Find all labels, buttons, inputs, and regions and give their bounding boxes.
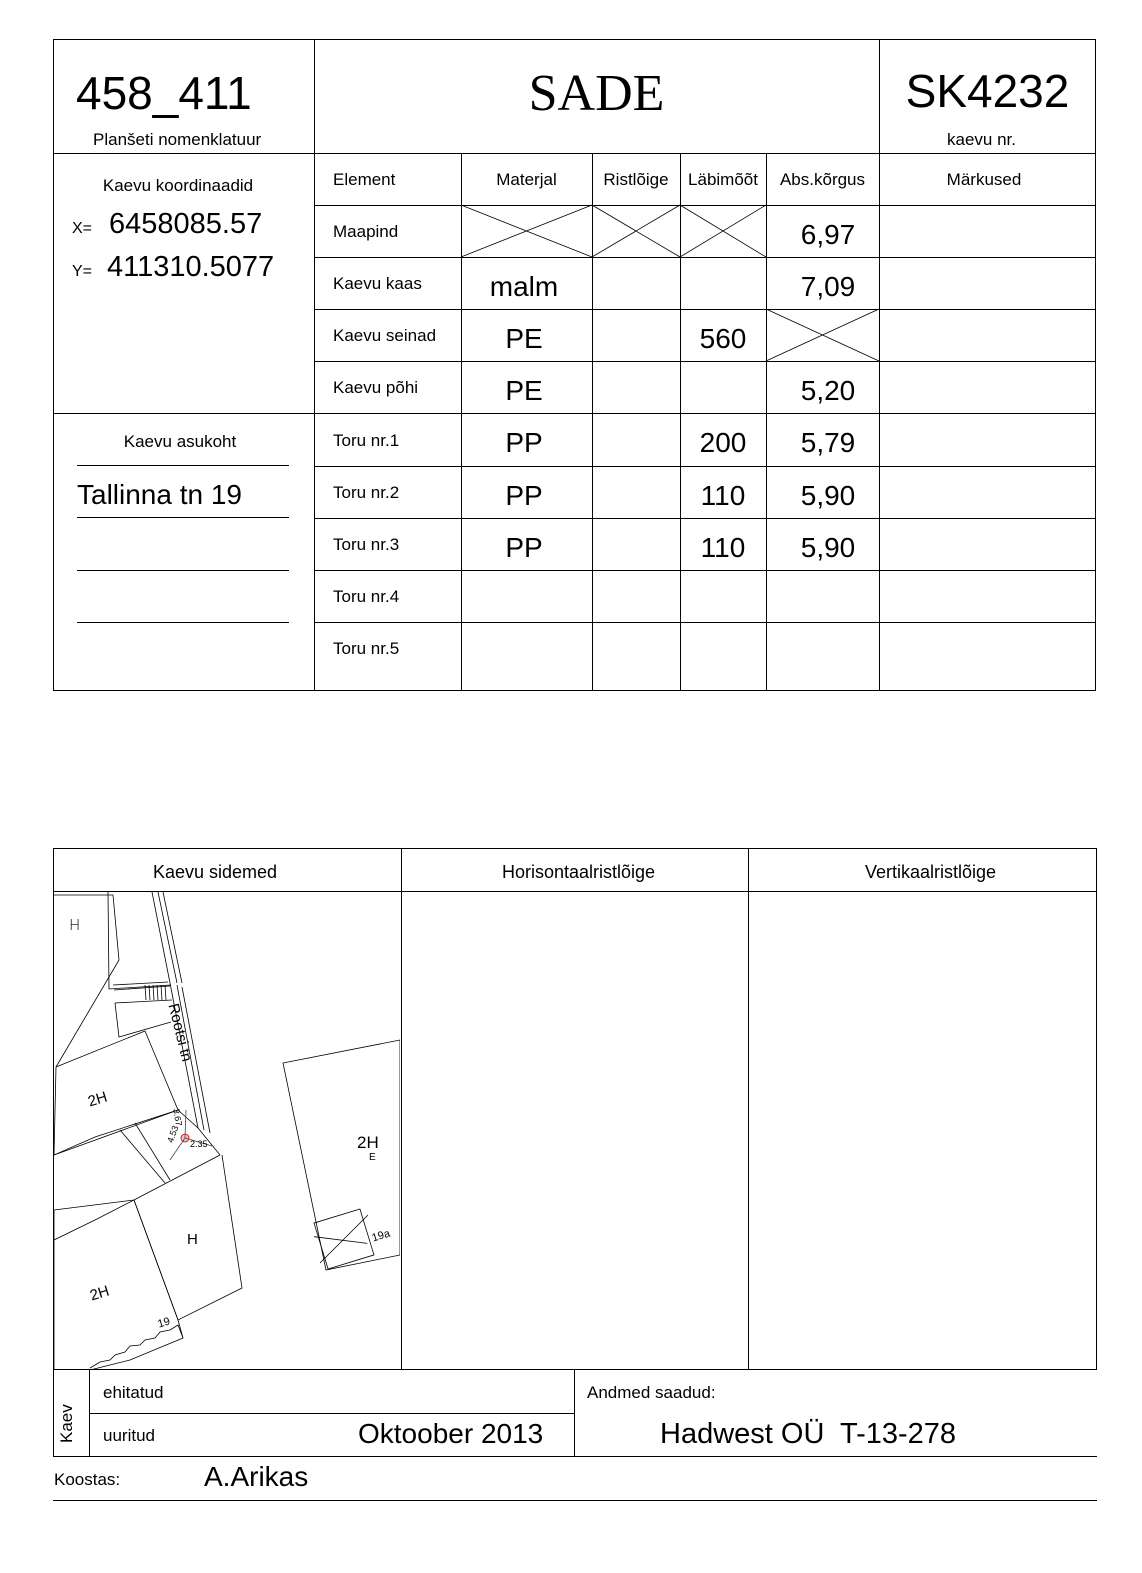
col-header-markused: Märkused bbox=[946, 170, 1022, 189]
map-label: 19 bbox=[156, 1315, 172, 1331]
row-materjal: PE bbox=[505, 375, 543, 406]
grid-line bbox=[53, 1456, 1097, 1457]
row-labimoot: 200 bbox=[699, 427, 747, 458]
col-header-materjal: Materjal bbox=[496, 170, 557, 189]
row-materjal: PE bbox=[505, 323, 543, 354]
row-element: Kaevu seinad bbox=[333, 326, 437, 345]
x-value: 6458085.57 bbox=[109, 208, 263, 240]
plan-number: 458_411 bbox=[76, 67, 252, 119]
map-label: H bbox=[69, 916, 81, 934]
map-label: E bbox=[369, 1152, 376, 1163]
map-label: 2H bbox=[357, 1133, 379, 1152]
type-title: SADE bbox=[528, 65, 665, 122]
row-korgus: 7,09 bbox=[800, 271, 856, 302]
updated-value: Oktoober 2013 bbox=[358, 1418, 544, 1449]
col-header-labimoot: Läbimõõt bbox=[688, 170, 758, 189]
author-label: Koostas: bbox=[54, 1470, 121, 1489]
row-element: Toru nr.2 bbox=[333, 483, 400, 502]
row-element: Maapind bbox=[333, 222, 399, 241]
col-header-korgus: Abs.kõrgus bbox=[779, 170, 866, 189]
grid-line bbox=[53, 1500, 1097, 1501]
map-measure: 3.67 bbox=[171, 1107, 185, 1127]
grid-line bbox=[53, 1370, 54, 1456]
row-korgus: 5,90 bbox=[800, 532, 856, 563]
section-horizontal-title: Horisontaalristlõige bbox=[501, 862, 656, 882]
grid-line bbox=[574, 1370, 575, 1456]
row-element: Toru nr.3 bbox=[333, 535, 400, 554]
source-label: Andmed saadud: bbox=[587, 1383, 716, 1402]
row-element: Kaevu kaas bbox=[333, 274, 422, 293]
well-label: kaevu nr. bbox=[947, 130, 1016, 149]
row-element: Toru nr.5 bbox=[333, 639, 400, 658]
row-materjal: PP bbox=[505, 532, 543, 563]
row-korgus: 5,20 bbox=[800, 375, 856, 406]
row-korgus: 6,97 bbox=[800, 219, 856, 250]
x-prefix: X= bbox=[72, 220, 93, 237]
built-label: ehitatud bbox=[103, 1383, 164, 1402]
row-korgus: 5,79 bbox=[800, 427, 856, 458]
map-label: 2H bbox=[85, 1088, 110, 1111]
col-header-element: Element bbox=[333, 170, 396, 189]
row-korgus: 5,90 bbox=[800, 480, 856, 511]
location-label: Kaevu asukoht bbox=[123, 432, 237, 451]
map-street-label: Rootsi tn bbox=[164, 1001, 196, 1064]
well-number: SK4232 bbox=[905, 65, 1070, 117]
section-vertical-title: Vertikaalristlõige bbox=[864, 862, 997, 882]
updated-label: uuritud bbox=[103, 1426, 155, 1445]
kaev-label: Kaev bbox=[57, 1404, 76, 1443]
map-label: 2H bbox=[87, 1282, 112, 1305]
map-measure: 2.35 bbox=[190, 1139, 208, 1149]
row-labimoot: 110 bbox=[700, 532, 746, 563]
row-materjal: malm bbox=[489, 271, 559, 302]
section-links-title: Kaevu sidemed bbox=[152, 862, 278, 882]
row-element: Toru nr.1 bbox=[333, 431, 400, 450]
row-element: Toru nr.4 bbox=[333, 587, 400, 606]
source-value: Hadwest OÜ T-13-278 bbox=[660, 1418, 957, 1450]
author-value: A.Arikas bbox=[204, 1461, 309, 1492]
y-value: 411310.5077 bbox=[107, 251, 275, 283]
address-value: Tallinna tn 19 bbox=[77, 479, 243, 510]
y-prefix: Y= bbox=[72, 263, 93, 280]
map-label: H bbox=[187, 1231, 198, 1248]
col-header-ristloige: Ristlõige bbox=[603, 170, 669, 189]
row-materjal: PP bbox=[505, 480, 543, 511]
map-label: 19a bbox=[370, 1227, 392, 1245]
coordinates-label: Kaevu koordinaadid bbox=[102, 176, 254, 195]
plan-label: Planšeti nomenklatuur bbox=[93, 130, 262, 149]
row-labimoot: 110 bbox=[700, 480, 746, 511]
grid-line bbox=[89, 1413, 574, 1414]
row-element: Kaevu põhi bbox=[333, 378, 419, 397]
map-measure: 4.53 bbox=[165, 1124, 181, 1145]
row-labimoot: 560 bbox=[699, 323, 747, 354]
row-materjal: PP bbox=[505, 427, 543, 458]
